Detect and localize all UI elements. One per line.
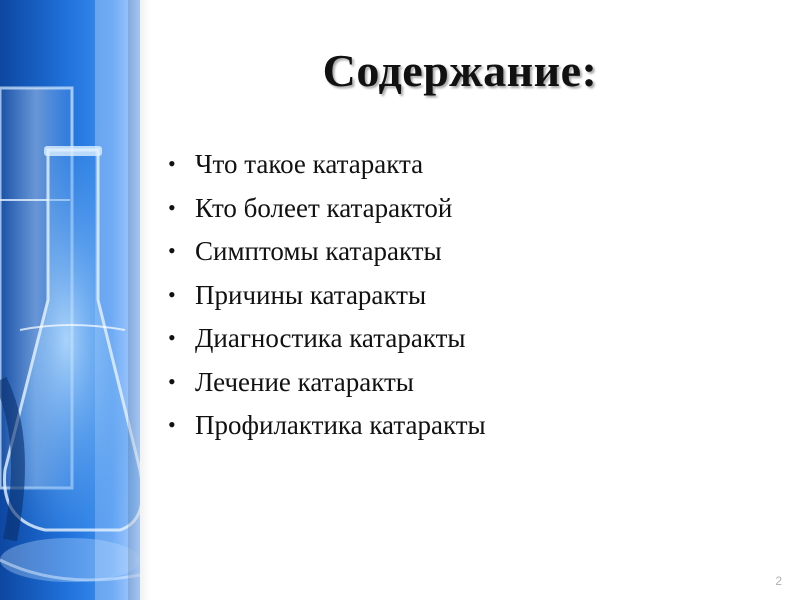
page-number: 2: [775, 574, 782, 588]
slide-title: Содержание:: [322, 45, 598, 96]
list-item: [168, 191, 486, 235]
list-item: [168, 408, 486, 452]
list-item: [168, 234, 486, 278]
list-item-label: Причины катаракты: [195, 279, 427, 310]
bullet-icon: •: [168, 238, 176, 263]
bullet-icon: •: [168, 325, 176, 350]
laboratory-glassware-image: [0, 0, 140, 600]
bullet-icon: •: [168, 368, 176, 394]
list-item: [168, 278, 486, 322]
list-item-label: Диагностика катаракты: [195, 323, 466, 353]
list-item: [168, 147, 486, 191]
contents-list: [168, 147, 486, 452]
side-image-shadow: [128, 0, 150, 600]
list-item-label: Лечение катаракты: [195, 366, 414, 397]
list-item-label: Симптомы катаракты: [195, 236, 442, 266]
list-item: [168, 365, 486, 409]
list-item-label: Что такое катаракта: [195, 149, 424, 179]
bullet-icon: •: [168, 281, 176, 307]
bullet-icon: •: [168, 412, 176, 437]
list-item: [168, 321, 486, 365]
list-item-label: Профилактика катаракты: [195, 410, 486, 440]
bullet-icon: •: [168, 151, 176, 176]
bullet-icon: •: [168, 194, 176, 220]
list-item-label: Кто болеет катарактой: [195, 192, 453, 223]
